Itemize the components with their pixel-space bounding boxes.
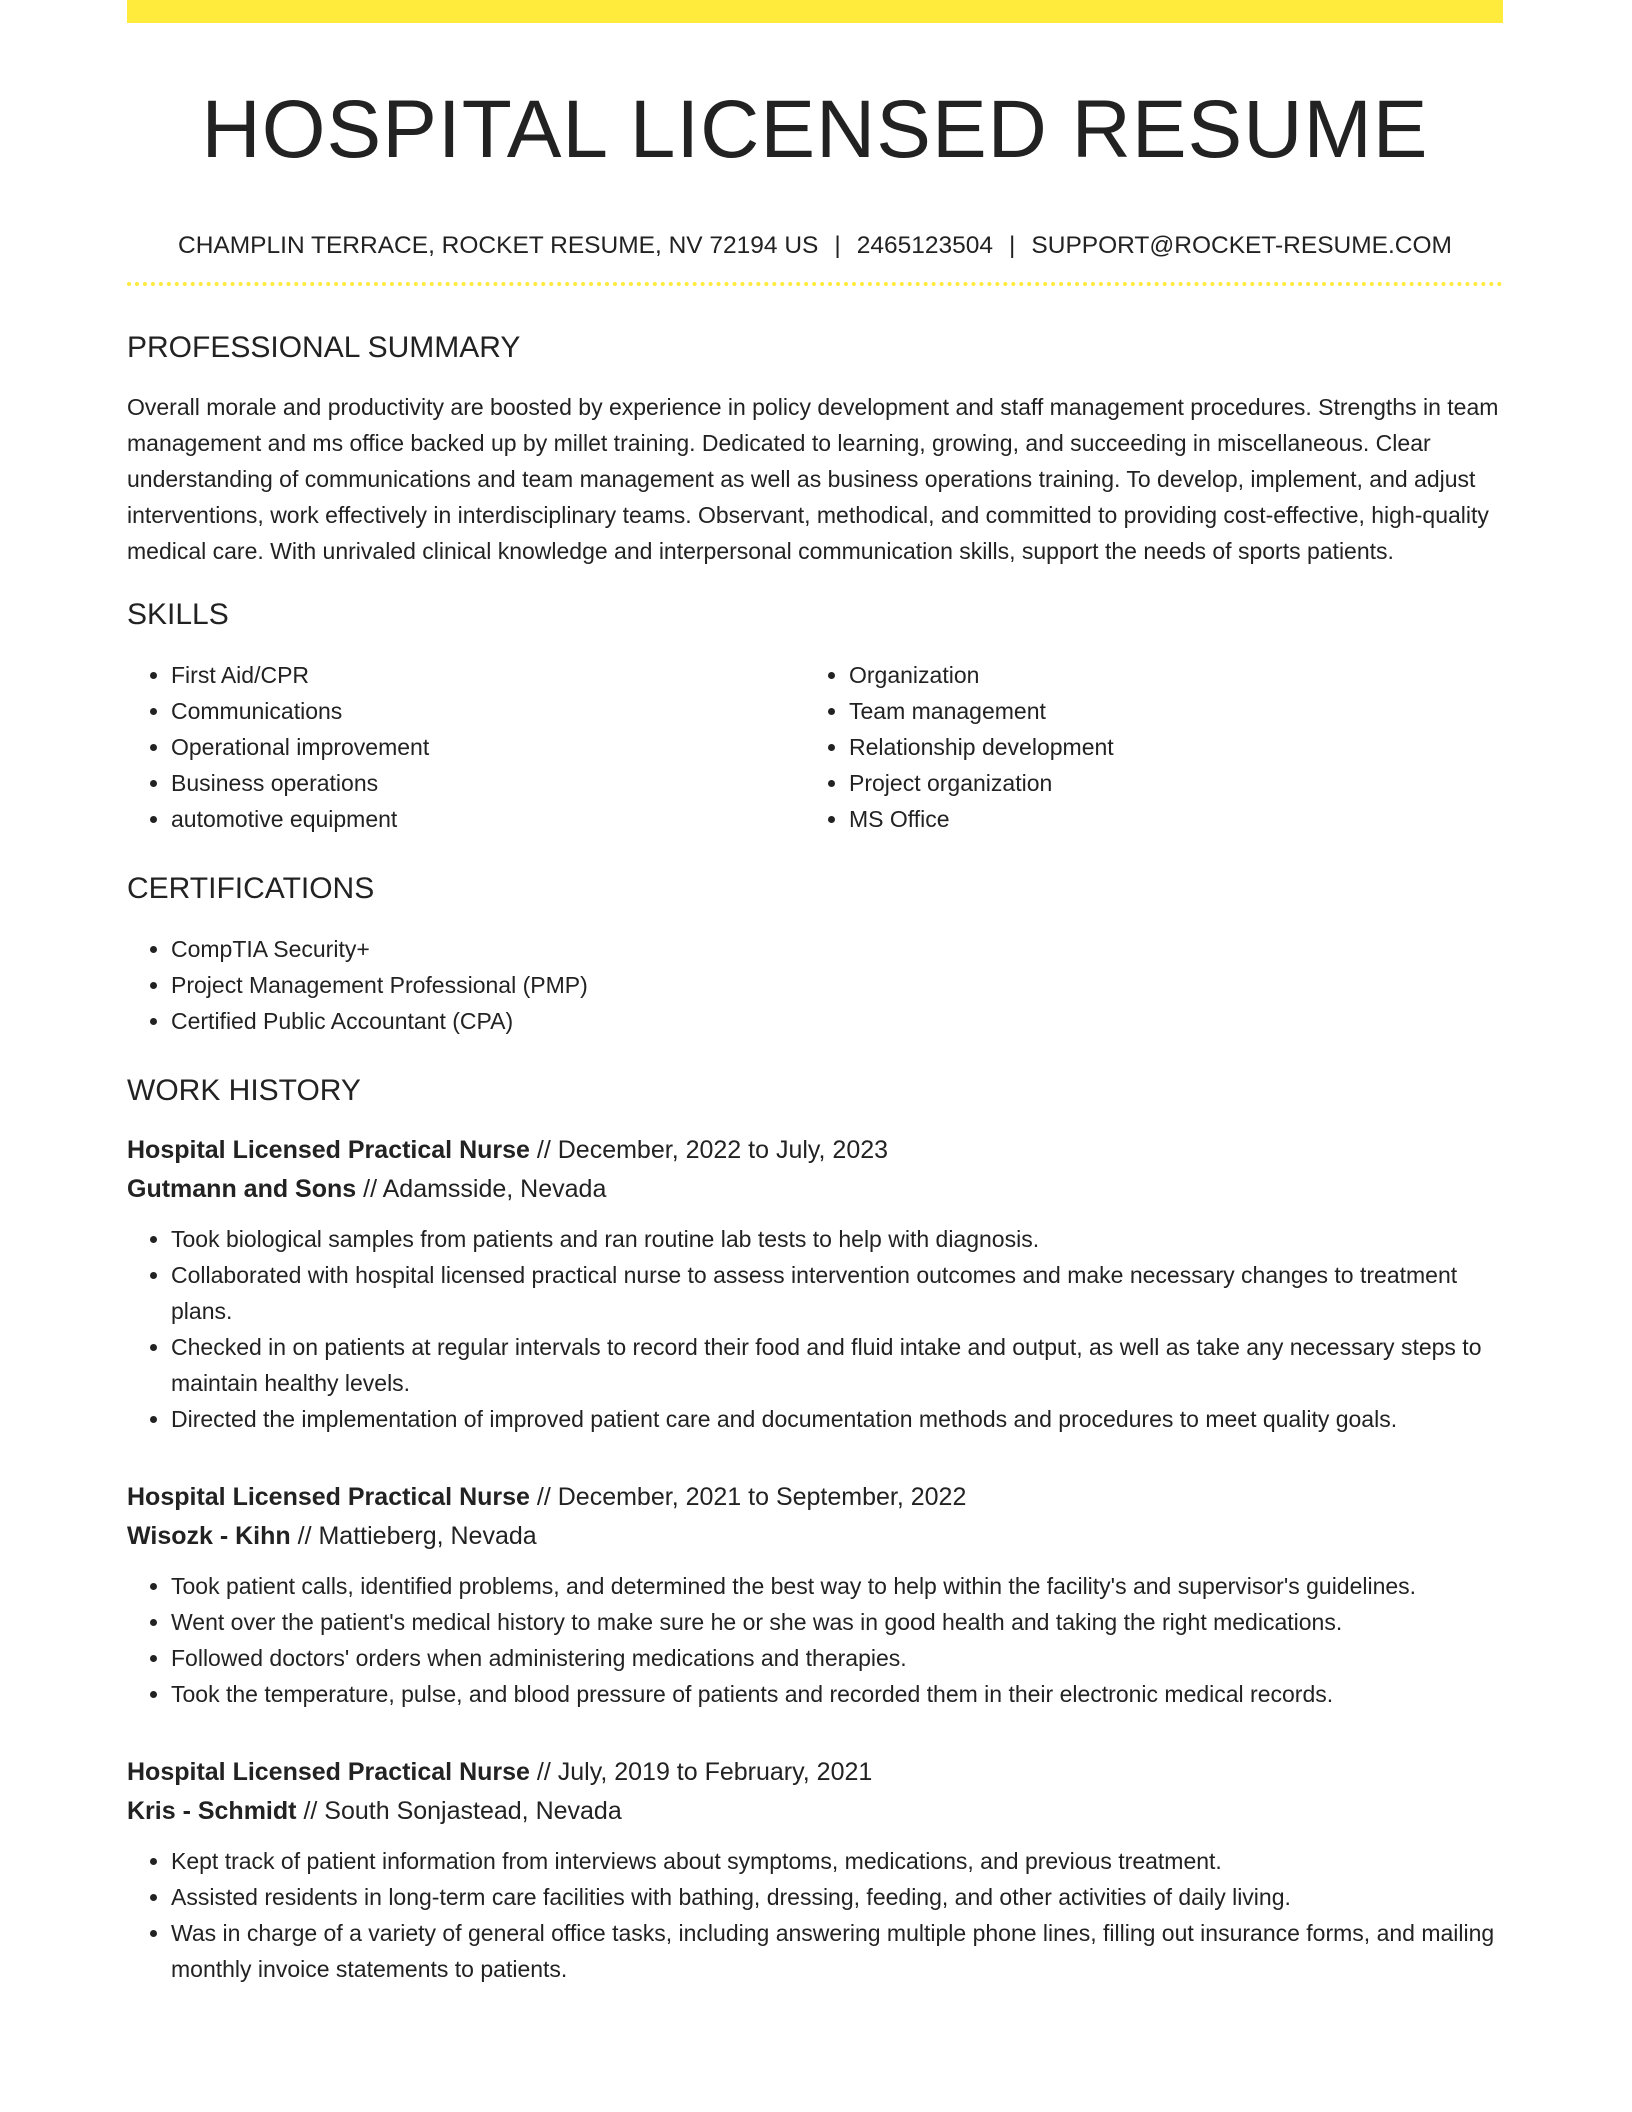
job-delimiter: // bbox=[536, 1758, 551, 1786]
job-delimiter: // bbox=[297, 1522, 312, 1550]
skill-item: • automotive equipment bbox=[171, 801, 805, 837]
job-duty: • Followed doctors' orders when administering medications and therapies. bbox=[171, 1640, 1503, 1676]
job-duty: • Assisted residents in long-term care facilities with bathing, dressing, feeding, and other activities of daily living. bbox=[171, 1879, 1503, 1915]
skill-item: • Project organization bbox=[849, 765, 1483, 801]
skills-list bbox=[805, 657, 1483, 837]
section-heading: SKILLS bbox=[127, 598, 229, 631]
skill-item: • First Aid/CPR bbox=[171, 657, 805, 693]
contact-separator: | bbox=[1009, 232, 1016, 259]
job-location: Adamsside, Nevada bbox=[382, 1175, 607, 1203]
skill-item: • Communications bbox=[171, 693, 805, 729]
job-title: Hospital Licensed Practical Nurse bbox=[127, 1758, 530, 1786]
job-title: Hospital Licensed Practical Nurse bbox=[127, 1483, 530, 1511]
job-duty: • Went over the patient's medical history to make sure he or she was in good health and taking the right medications. bbox=[171, 1604, 1503, 1640]
skill-item: • MS Office bbox=[849, 801, 1483, 837]
job-duty: • Took the temperature, pulse, and blood pressure of patients and recorded them in their electronic medical records. bbox=[171, 1676, 1503, 1712]
job-delimiter: // bbox=[303, 1797, 318, 1825]
job-delimiter: // bbox=[536, 1483, 551, 1511]
job-duties-list bbox=[127, 1221, 1503, 1437]
resume-page bbox=[127, 0, 1503, 1987]
job-entry bbox=[127, 1131, 1503, 1437]
dotted-divider bbox=[127, 282, 1503, 286]
job-company: Wisozk - Kihn bbox=[127, 1522, 291, 1550]
job-duty: • Took biological samples from patients and ran routine lab tests to help with diagnosis. bbox=[171, 1221, 1503, 1257]
job-duty: • Kept track of patient information from interviews about symptoms, medications, and previous treatment. bbox=[171, 1843, 1503, 1879]
job-duty: • Was in charge of a variety of general office tasks, including answering multiple phone lines, filling out insurance forms, and mailing monthly invoice statements to patients. bbox=[171, 1915, 1503, 1987]
job-location: Mattieberg, Nevada bbox=[318, 1522, 537, 1550]
job-delimiter: // bbox=[536, 1136, 551, 1164]
contact-phone: 2465123504 bbox=[856, 232, 994, 259]
skill-item: • Relationship development bbox=[849, 729, 1483, 765]
skills-columns bbox=[127, 657, 1503, 837]
accent-bar bbox=[127, 0, 1503, 23]
skills-list bbox=[127, 657, 805, 837]
skills-column-right bbox=[805, 657, 1483, 837]
summary-section bbox=[127, 328, 1503, 569]
summary-text: Overall morale and productivity are boosted by experience in policy development and staff management procedures. Strengths in team management and ms office backed up by millet training. Dedicated to learning, growing, and succeeding in miscellaneous. Clear understanding of communications and team management as well as business operations training. To develop, implement, and adjust interventions, work effectively in interdisciplinary teams. Observant, methodical, and committed to providing cost-effective, high-quality medical care. With unrivaled clinical knowledge and interpersonal communication skills, support the needs of sports patients. bbox=[127, 394, 1499, 564]
job-duty: • Took patient calls, identified problems, and determined the best way to help within the facility's and supervisor's guidelines. bbox=[171, 1568, 1503, 1604]
job-title-line bbox=[127, 1753, 1503, 1792]
skill-item: • Operational improvement bbox=[171, 729, 805, 765]
job-title: Hospital Licensed Practical Nurse bbox=[127, 1136, 530, 1164]
job-duties-list bbox=[127, 1568, 1503, 1712]
contact-line bbox=[127, 230, 1503, 262]
job-dates: December, 2022 to July, 2023 bbox=[557, 1136, 889, 1164]
resume-title: HOSPITAL LICENSED RESUME bbox=[201, 84, 1429, 175]
skill-item: • Team management bbox=[849, 693, 1483, 729]
job-delimiter: // bbox=[363, 1175, 378, 1203]
job-entry bbox=[127, 1478, 1503, 1712]
job-duty: • Directed the implementation of improved patient care and documentation methods and procedures to meet quality goals. bbox=[171, 1401, 1503, 1437]
job-entry bbox=[127, 1753, 1503, 1987]
job-duty: • Checked in on patients at regular intervals to record their food and fluid intake and output, as well as take any necessary steps to maintain healthy levels. bbox=[171, 1329, 1503, 1401]
work-history-section bbox=[127, 1071, 1503, 1987]
contact-separator: | bbox=[834, 232, 841, 259]
job-duties-list bbox=[127, 1843, 1503, 1987]
job-dates: December, 2021 to September, 2022 bbox=[557, 1483, 967, 1511]
job-company-line bbox=[127, 1517, 1503, 1556]
certification-item: • Certified Public Accountant (CPA) bbox=[171, 1003, 1503, 1039]
section-heading: CERTIFICATIONS bbox=[127, 872, 375, 905]
skill-item: • Business operations bbox=[171, 765, 805, 801]
certifications-list bbox=[127, 931, 1503, 1039]
skill-item: • Organization bbox=[849, 657, 1483, 693]
contact-email: SUPPORT@ROCKET-RESUME.COM bbox=[1031, 232, 1452, 259]
job-title-line bbox=[127, 1131, 1503, 1170]
section-heading: WORK HISTORY bbox=[127, 1074, 361, 1107]
certification-item: • CompTIA Security+ bbox=[171, 931, 1503, 967]
skills-section bbox=[127, 595, 1503, 837]
certifications-section bbox=[127, 869, 1503, 1039]
certification-item: • Project Management Professional (PMP) bbox=[171, 967, 1503, 1003]
job-location: South Sonjastead, Nevada bbox=[324, 1797, 622, 1825]
contact-address: CHAMPLIN TERRACE, ROCKET RESUME, NV 72194 US bbox=[178, 232, 819, 259]
job-duty: • Collaborated with hospital licensed practical nurse to assess intervention outcomes and make necessary changes to treatment plans. bbox=[171, 1257, 1503, 1329]
job-company: Kris - Schmidt bbox=[127, 1797, 297, 1825]
job-company-line bbox=[127, 1792, 1503, 1831]
skills-column-left bbox=[127, 657, 805, 837]
job-company-line bbox=[127, 1170, 1503, 1209]
job-dates: July, 2019 to February, 2021 bbox=[557, 1758, 873, 1786]
section-heading: PROFESSIONAL SUMMARY bbox=[127, 331, 521, 364]
job-title-line bbox=[127, 1478, 1503, 1517]
job-company: Gutmann and Sons bbox=[127, 1175, 357, 1203]
